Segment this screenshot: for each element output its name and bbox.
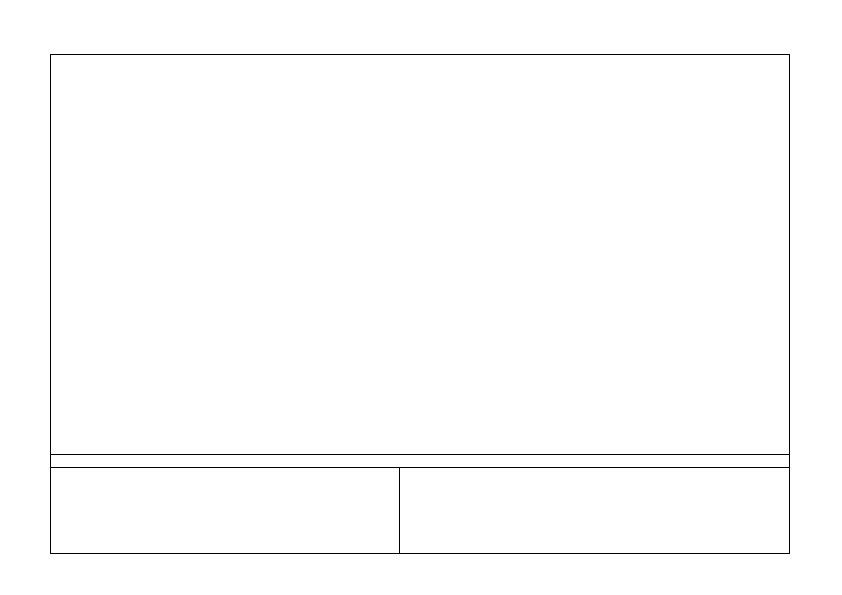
document-table	[50, 54, 790, 554]
meta-subject-results-block	[51, 55, 789, 454]
right-column	[400, 468, 789, 554]
left-bullet-item	[54, 471, 399, 484]
section-header	[51, 454, 789, 468]
left-column	[51, 468, 400, 554]
subject-results-columns	[51, 468, 789, 554]
